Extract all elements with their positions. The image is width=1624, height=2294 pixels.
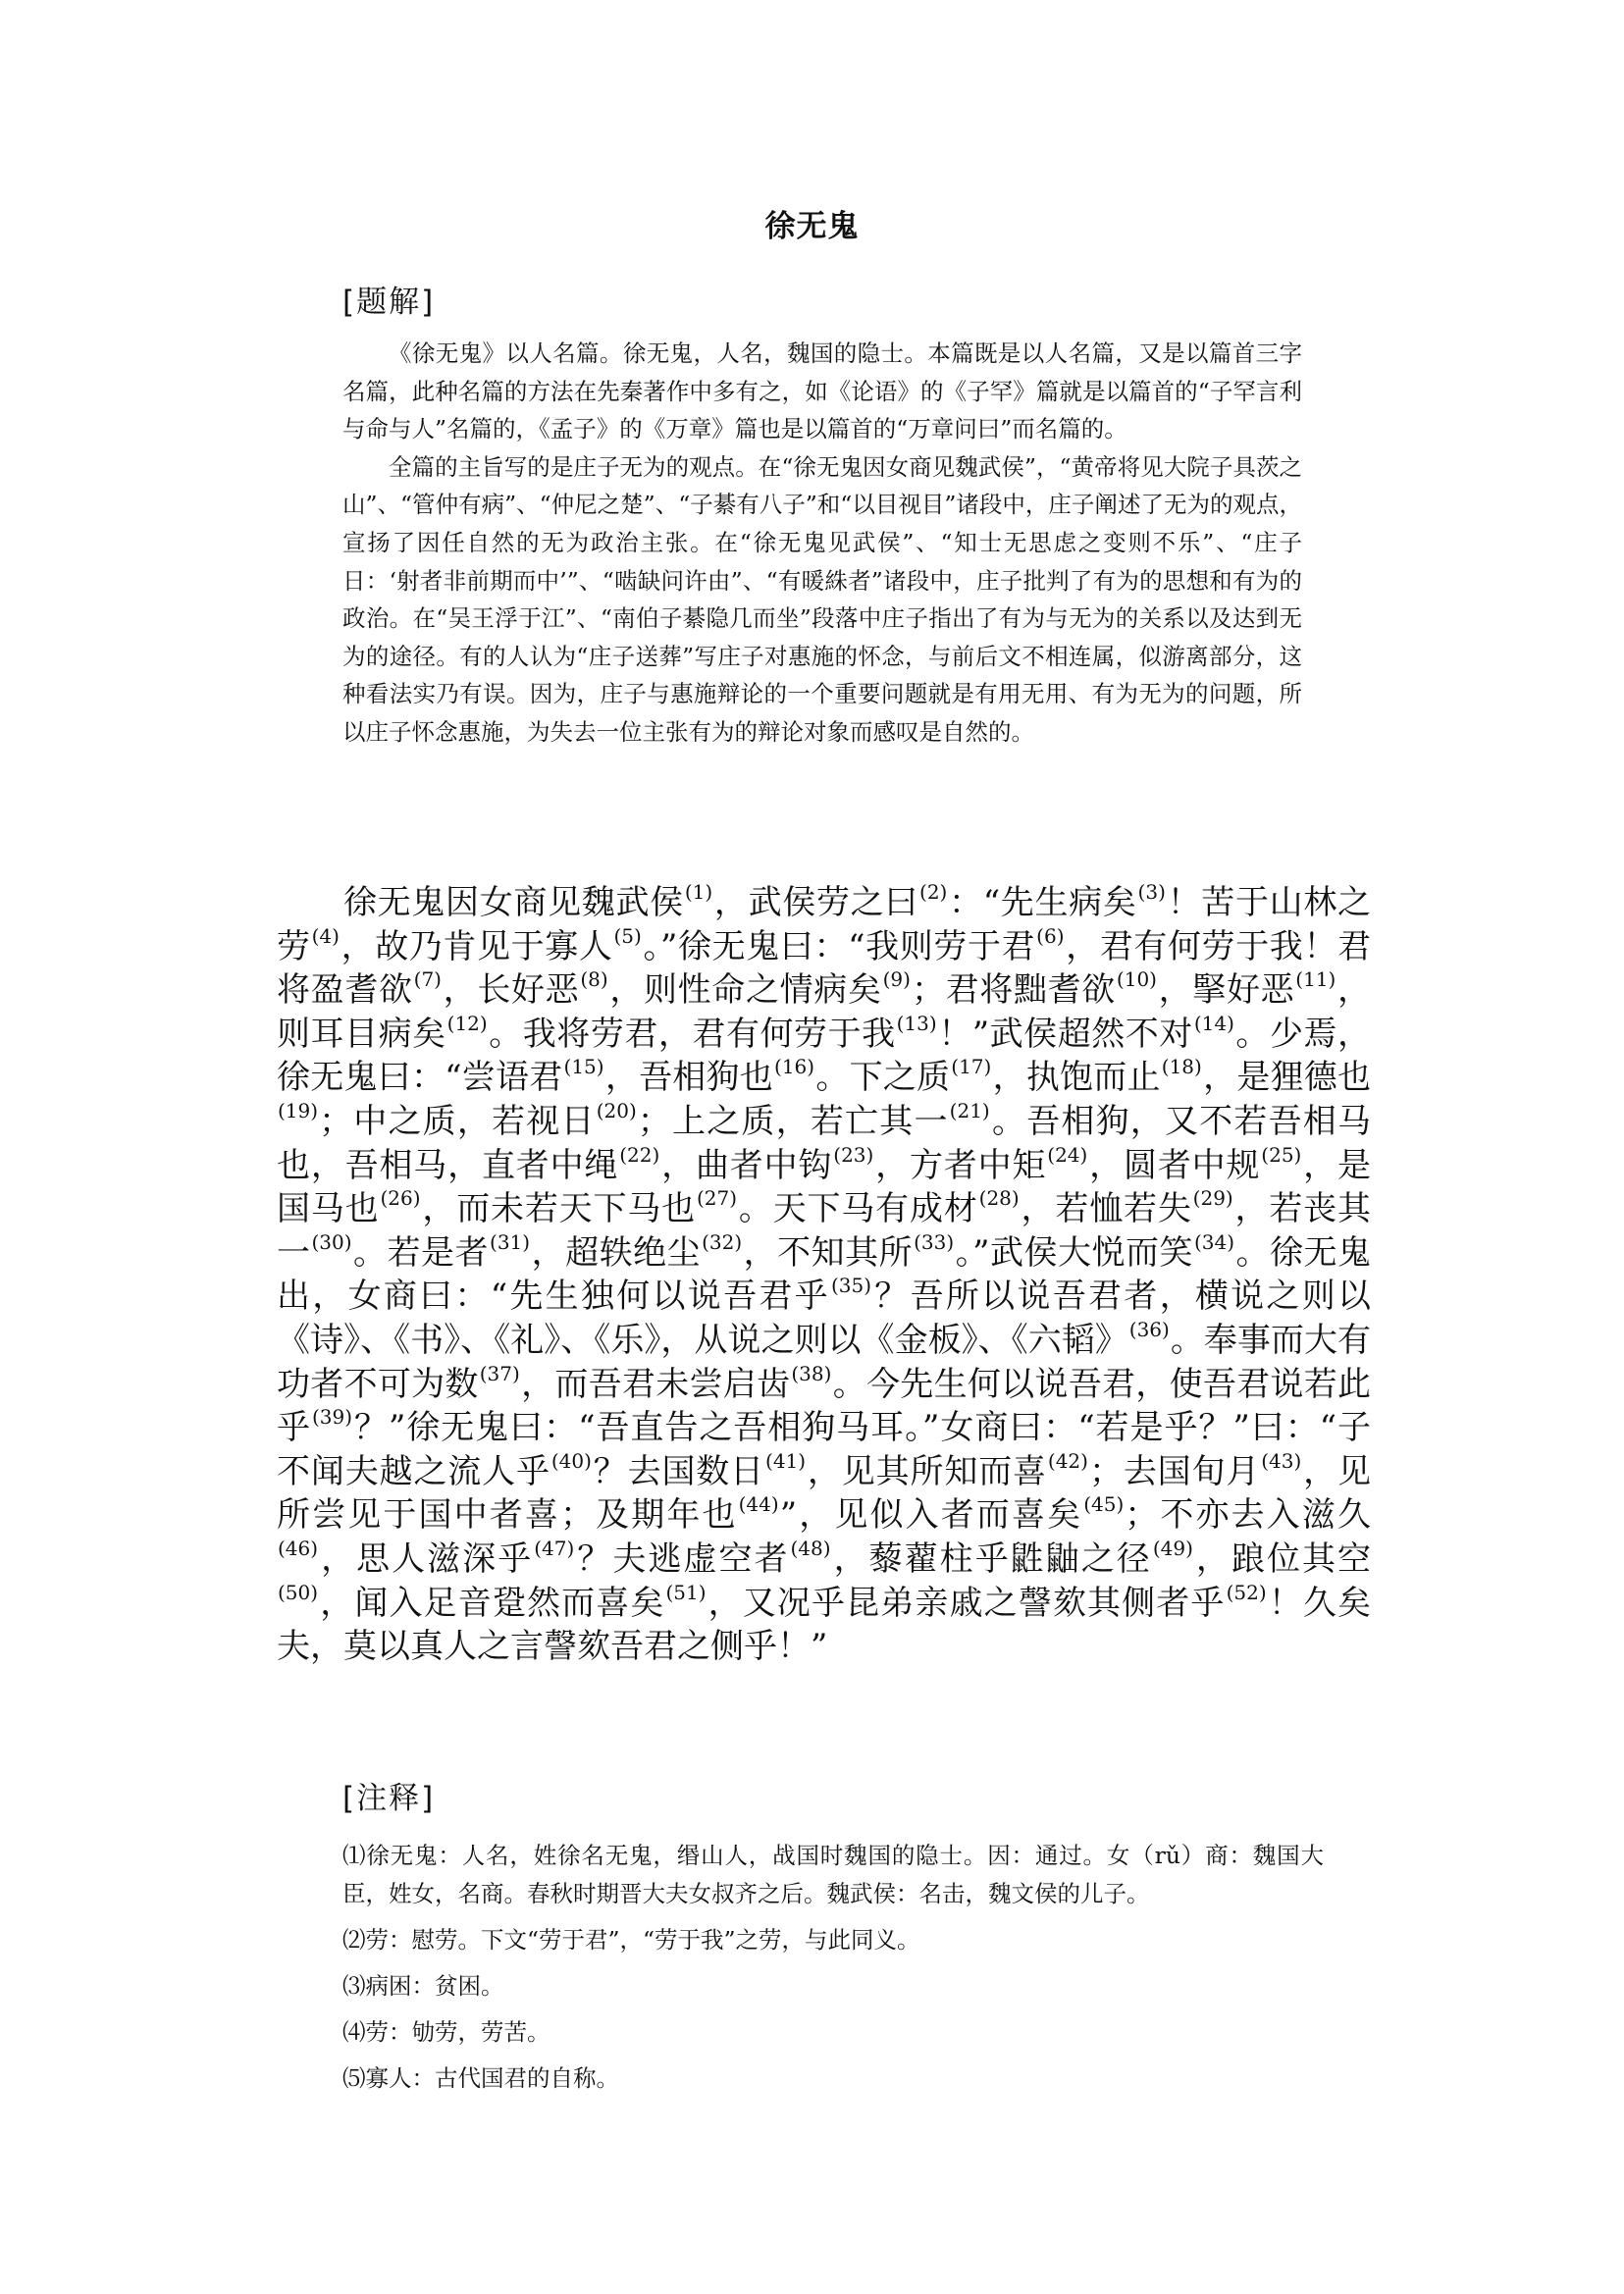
main-text-run: 。我将劳君，君有何劳于我 (488, 1014, 896, 1054)
note-item: ⑴徐无鬼：人名，姓徐名无鬼，缗山人，战国时魏国的隐士。因：通过。女（rǔ）商：魏国大臣，姓女，名商。春秋时期晋大夫女叔齐之后。魏武侯：名击，魏文侯的儿子。 (342, 1842, 1324, 1907)
footnote-marker: (47) (534, 1536, 575, 1560)
main-text-run: ，藜藋柱乎鼪鼬之径 (831, 1538, 1152, 1579)
footnote-marker: (37) (479, 1361, 520, 1385)
footnote-marker: (25) (1261, 1142, 1302, 1167)
footnote-marker: (23) (833, 1142, 874, 1167)
footnote-marker: (20) (596, 1098, 637, 1122)
main-text-run: ，而未若天下马也 (421, 1189, 696, 1229)
footnote-marker: (42) (1047, 1448, 1088, 1473)
main-text-run: ，若丧其一 (277, 1189, 1372, 1273)
footnote-marker: (14) (1193, 1011, 1234, 1035)
main-text-run: 。吾相狗，又不若吾相马也，吾相马，直者中绳 (277, 1101, 1372, 1185)
footnote-marker: (8) (580, 967, 608, 992)
main-text (277, 881, 1371, 1669)
main-text-run: 。下之质 (815, 1058, 951, 1098)
main-text-run: ？去国数日 (592, 1451, 765, 1491)
note-item: ⑵劳：慰劳。下文“劳于君”，“劳于我”之劳，与此同义。 (342, 1926, 920, 1954)
footnote-marker: (15) (563, 1055, 604, 1079)
footnote-marker: (6) (1036, 923, 1065, 948)
footnote-marker: (39) (311, 1405, 353, 1430)
footnote-marker: (35) (830, 1274, 872, 1298)
footnote-marker: (31) (490, 1229, 531, 1254)
main-text-run: ，长好恶 (443, 970, 580, 1011)
main-text-run: 。今先生何以说吾君，使吾君说若此乎 (277, 1364, 1372, 1448)
footnote-marker: (3) (1137, 880, 1166, 904)
footnote-marker: (22) (619, 1142, 660, 1167)
main-text-run: ，掔好恶 (1157, 970, 1295, 1011)
main-text-run: ，则耳目病矣 (277, 970, 1372, 1054)
footnote-marker: (17) (951, 1055, 992, 1079)
footnote-marker: (40) (550, 1448, 592, 1473)
main-text-run: ”，见似入者而喜矣 (779, 1495, 1083, 1536)
main-text-run: ！久矣夫，莫以真人之言謦欬吾君之侧乎！” (277, 1583, 1372, 1667)
footnote-marker: (7) (413, 967, 442, 992)
main-text-run: ，思人滋深乎 (319, 1538, 534, 1579)
main-text-run: 。”徐无鬼曰：“我则劳于君 (642, 926, 1036, 966)
main-text-run: ；上之质，若亡其一 (637, 1101, 949, 1141)
footnote-marker: (36) (1128, 1317, 1170, 1341)
footnote-marker: (18) (1161, 1055, 1202, 1079)
main-text-run: ，君有何劳于我！君将盈耆欲 (277, 926, 1372, 1011)
main-text-run: ！”武侯超然不对 (937, 1014, 1193, 1054)
intro-heading: [题解] (342, 285, 436, 320)
footnote-marker: (12) (446, 1011, 488, 1035)
main-text-run: ，圆者中规 (1088, 1145, 1261, 1185)
footnote-marker: (46) (278, 1536, 319, 1560)
footnote-marker: (9) (882, 967, 911, 992)
footnote-marker: (32) (702, 1229, 743, 1254)
footnote-marker: (49) (1152, 1536, 1193, 1560)
main-text-run: ？吾所以说吾君者，横说之则以《诗》、《书》、《礼》、《乐》，从说之则以《金板》、《六韬》 (277, 1277, 1372, 1360)
main-text-run: 。若是者 (352, 1232, 490, 1273)
footnote-marker: (45) (1083, 1492, 1125, 1517)
footnote-marker: (10) (1116, 967, 1157, 992)
main-text-run: ，又况乎昆弟亲戚之謦欬其侧者乎 (707, 1583, 1226, 1623)
note-item: ⑶病困：贫困。 (342, 1972, 504, 2000)
notes-list (342, 1837, 1324, 2106)
footnote-marker: (41) (765, 1448, 807, 1473)
footnote-marker: (28) (978, 1186, 1020, 1211)
main-text-run: ，不知其所 (743, 1232, 914, 1273)
footnote-marker: (34) (1193, 1229, 1235, 1254)
footnote-marker: (48) (790, 1536, 831, 1560)
main-text-run: 。奉事而大有功者不可为数 (277, 1320, 1371, 1404)
main-text-run: ：“先生病矣 (948, 883, 1137, 922)
footnote-marker: (44) (738, 1492, 779, 1517)
footnote-marker: (30) (311, 1229, 352, 1254)
footnote-marker: (16) (774, 1055, 815, 1079)
main-text-run: ，见其所知而喜 (807, 1451, 1047, 1491)
footnote-marker: (5) (613, 923, 642, 948)
note-item: ⑸寡人：古代国君的自称。 (342, 2064, 619, 2092)
footnote-marker: (2) (919, 880, 948, 904)
footnote-marker: (33) (914, 1229, 955, 1254)
main-text-run: ，是国马也 (277, 1145, 1372, 1229)
main-text-run: ，是狸德也 (1202, 1058, 1372, 1098)
notes-heading: [注释] (342, 1781, 436, 1816)
main-text-run: ，吾相狗也 (604, 1058, 774, 1098)
footnote-marker: (29) (1192, 1186, 1233, 1211)
main-text-run: ；去国旬月 (1088, 1451, 1261, 1491)
note-item: ⑷劳：劬劳，劳苦。 (342, 2018, 550, 2046)
main-text-run: 徐无鬼因女商见魏武侯 (343, 883, 684, 922)
main-text-run: ？”徐无鬼曰：“吾直告之吾相狗马耳。”女商曰：“若是乎？”曰：“子不闻夫越之流人乎 (277, 1408, 1372, 1491)
main-text-run: ？夫逃虚空者 (575, 1538, 790, 1579)
footnote-marker: (19) (278, 1098, 319, 1122)
main-text-run: ；不亦去入滋久 (1125, 1495, 1372, 1536)
main-paragraph (277, 881, 1371, 1669)
footnote-marker: (21) (949, 1098, 990, 1122)
footnote-marker: (52) (1226, 1580, 1267, 1604)
intro-paragraph: 《徐无鬼》以人名篇。徐无鬼，人名，魏国的隐士。本篇既是以人名篇，又是以篇首三字名篇，此种名篇的方法在先秦著作中多有之，如《论语》的《子罕》篇就是以篇首的“子罕言利与命与人”名篇的，《孟子》的《万章》篇也是以篇首的“万章问曰”而名篇的。 (342, 339, 1302, 443)
intro-paragraph: 全篇的主旨写的是庄子无为的观点。在“徐无鬼因女商见魏武侯”，“黄帝将见大院子具茨之山”、“管仲有病”、“仲尼之楚”、“子綦有八子”和“以目视目”诸段中，庄子阐述了无为的观点，宣扬了因任自然的无为政治主张。在“徐无鬼见武侯”、“知士无思虑之变则不乐”、“庄子日：‘射者非前期而中’”、“啮缺问许由”、“有暖絑者”诸段中，庄子批判了有为的思想和有为的政治。在“吴王浮于江”、“南伯子綦隐几而坐”段落中庄子指出了有为与无为的关系以及达到无为的途径。有的人认为“庄子送葬”写庄子对惠施的怀念，与前后文不相连属，似游离部分，这种看法实乃有误。因为，庄子与惠施辩论的一个重要问题就是有用无用、有为无为的问题，所以庄子怀念惠施，为失去一位主张有为的辩论对象而感叹是自然的。 (342, 452, 1302, 746)
footnote-marker: (11) (1295, 967, 1336, 992)
footnote-marker: (26) (380, 1186, 421, 1211)
footnote-marker: (27) (696, 1186, 738, 1211)
main-text-run: 。徐无鬼出，女商曰：“先生独何以说吾君乎 (277, 1232, 1372, 1317)
main-text-run: ！苦于山林之劳 (277, 883, 1372, 966)
main-text-run: ；中之质，若视日 (319, 1101, 596, 1141)
footnote-marker: (13) (896, 1011, 937, 1035)
main-text-run: 。”武侯大悦而笑 (955, 1232, 1193, 1273)
footnote-marker: (4) (311, 923, 340, 948)
main-text-run: ，若恤若失 (1020, 1189, 1192, 1229)
intro-text (342, 335, 1302, 752)
footnote-marker: (1) (684, 880, 713, 904)
main-text-run: ，执饱而止 (992, 1058, 1161, 1098)
main-text-run: ；君将黜耆欲 (911, 970, 1116, 1011)
footnote-marker: (51) (665, 1580, 707, 1604)
main-text-run: 。少焉，徐无鬼曰：“尝语君 (277, 1014, 1372, 1098)
main-text-run: 。天下马有成材 (738, 1189, 978, 1229)
main-text-run: ，武侯劳之曰 (713, 883, 919, 922)
main-text-run: ，故乃肯见于寡人 (340, 926, 613, 966)
main-text-run: ，则性命之情病矣 (608, 970, 882, 1011)
footnote-marker: (50) (278, 1580, 319, 1604)
footnote-marker: (43) (1261, 1448, 1302, 1473)
main-text-run: ，闻入足音跫然而喜矣 (319, 1583, 665, 1623)
main-text-run: ，见所尝见于国中者喜；及期年也 (277, 1451, 1372, 1536)
footnote-marker: (38) (791, 1361, 832, 1385)
main-text-run: ，方者中矩 (874, 1145, 1047, 1185)
page-title: 徐无鬼 (764, 209, 860, 244)
main-text-run: ，曲者中钩 (660, 1145, 833, 1185)
main-text-run: ，踉位其空 (1193, 1538, 1372, 1579)
main-text-run: ，而吾君未尝启齿 (520, 1364, 791, 1404)
main-text-run: ，超轶绝尘 (531, 1232, 702, 1273)
footnote-marker: (24) (1047, 1142, 1088, 1167)
